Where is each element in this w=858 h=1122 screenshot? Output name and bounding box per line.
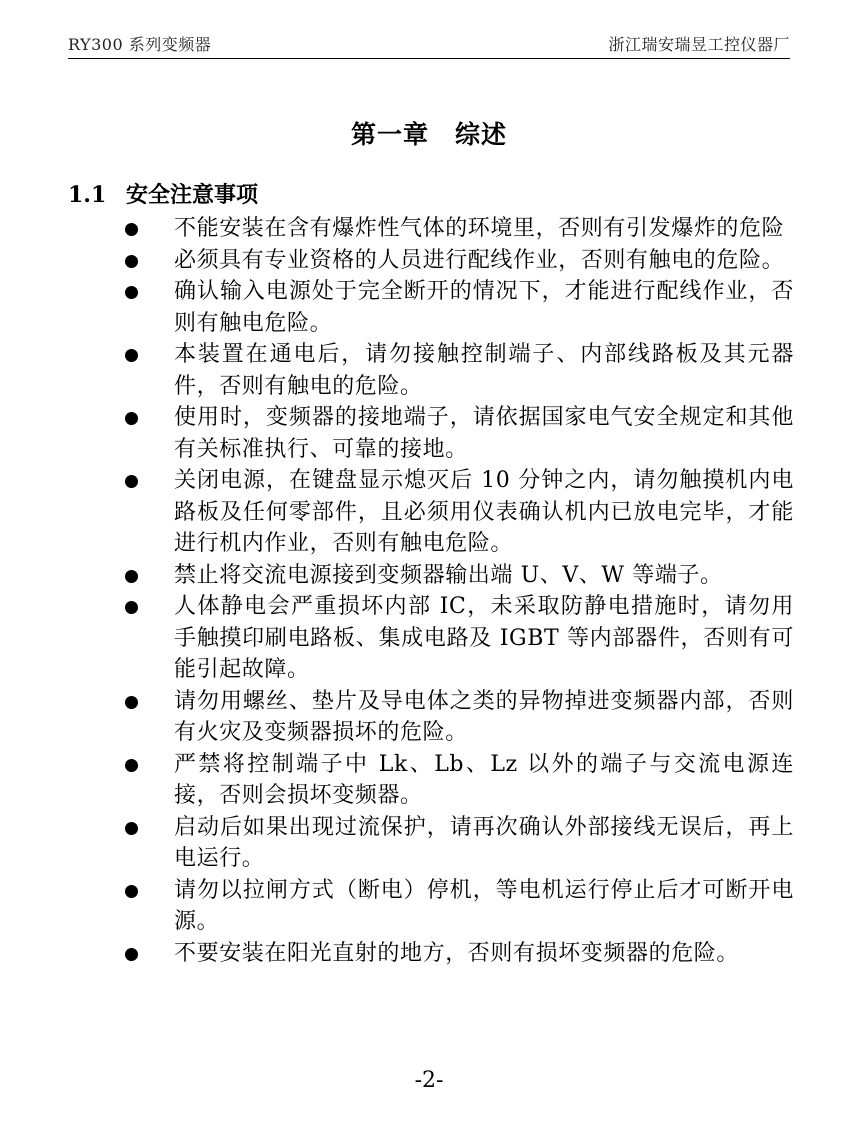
list-item <box>124 749 794 812</box>
safety-list <box>124 213 794 969</box>
chapter-title: 第一章 综述 <box>350 120 507 149</box>
bullet-icon <box>125 286 138 299</box>
list-item <box>124 245 794 277</box>
bullet-icon <box>125 822 138 835</box>
bullet-icon <box>125 759 138 772</box>
list-item <box>124 560 794 592</box>
bullet-icon <box>125 223 138 236</box>
bullet-icon <box>125 255 138 268</box>
section-heading <box>68 178 258 209</box>
page-number: -2- <box>414 1068 444 1093</box>
bullet-icon <box>125 885 138 898</box>
list-item-text: 关闭电源，在键盘显示熄灭后 10 分钟之内，请勿触摸机内电路板及任何零部件，且必须用仪表确认机内已放电完毕，才能进行机内作业，否则有触电危险。 <box>174 468 794 556</box>
list-item-text: 请勿以拉闸方式（断电）停机，等电机运行停止后才可断开电源。 <box>174 877 794 934</box>
list-item <box>124 402 794 465</box>
list-item <box>124 339 794 402</box>
section-title: 安全注意事项 <box>126 182 259 208</box>
list-item <box>124 812 794 875</box>
header-product-name: RY300 系列变频器 <box>68 35 212 54</box>
list-item-text: 人体静电会严重损坏内部 IC，未采取防静电措施时，请勿用手触摸印刷电路板、集成电路及 IGBT 等内部器件，否则有可能引起故障。 <box>174 594 794 682</box>
list-item <box>124 213 794 245</box>
bullet-icon <box>125 948 138 961</box>
page-header <box>68 26 790 59</box>
section-number: 1.1 <box>68 182 107 208</box>
list-item <box>124 686 794 749</box>
list-item <box>124 276 794 339</box>
bullet-icon <box>125 696 138 709</box>
list-item-text: 禁止将交流电源接到变频器输出端 U、V、W 等端子。 <box>174 562 723 588</box>
list-item-text: 确认输入电源处于完全断开的情况下，才能进行配线作业，否则有触电危险。 <box>174 279 794 336</box>
list-item <box>124 938 794 970</box>
list-item <box>124 875 794 938</box>
list-item-text: 请勿用螺丝、垫片及导电体之类的异物掉进变频器内部，否则有火灾及变频器损坏的危险。 <box>174 688 794 745</box>
list-item-text: 使用时，变频器的接地端子，请依据国家电气安全规定和其他有关标准执行、可靠的接地。 <box>174 405 794 462</box>
list-item-text: 不能安装在含有爆炸性气体的环境里，否则有引发爆炸的危险 <box>174 216 785 241</box>
list-item-text: 本装置在通电后，请勿接触控制端子、内部线路板及其元器件，否则有触电的危险。 <box>174 342 794 399</box>
bullet-icon <box>125 475 138 488</box>
header-company-name: 浙江瑞安瑞昱工控仪器厂 <box>608 35 790 54</box>
bullet-icon <box>125 570 138 583</box>
list-item-text: 不要安装在阳光直射的地方，否则有损坏变频器的危险。 <box>174 940 740 966</box>
list-item-text: 必须具有专业资格的人员进行配线作业，否则有触电的危险。 <box>174 247 785 273</box>
bullet-icon <box>125 412 138 425</box>
bullet-icon <box>125 601 138 614</box>
bullet-icon <box>125 349 138 362</box>
list-item-text: 启动后如果出现过流保护，请再次确认外部接线无误后，再上电运行。 <box>174 814 794 871</box>
list-item <box>124 591 794 686</box>
list-item <box>124 465 794 560</box>
list-item-text: 严禁将控制端子中 Lk、Lb、Lz 以外的端子与交流电源连接，否则会损坏变频器。 <box>174 751 794 808</box>
